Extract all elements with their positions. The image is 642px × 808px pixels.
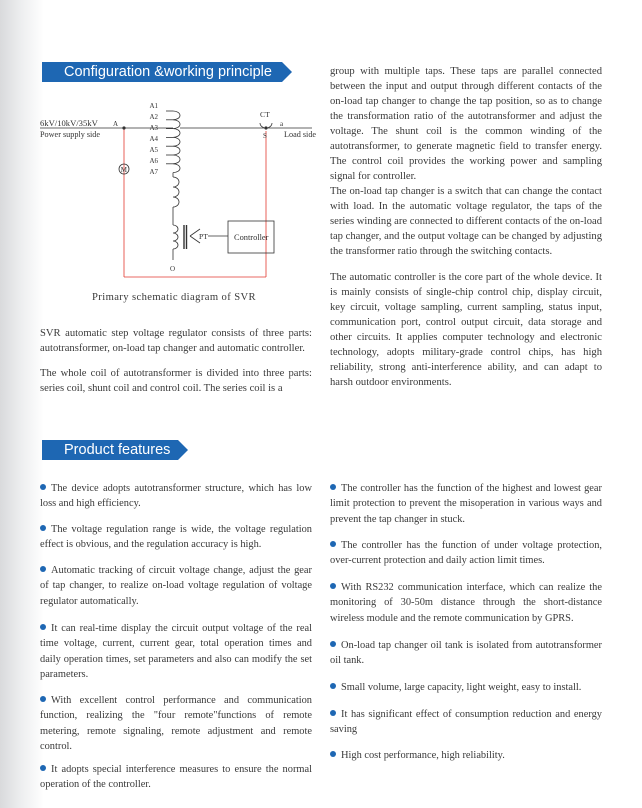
section-title: Product features — [64, 442, 171, 458]
voltage-label: 6kV/10kV/35kV — [40, 118, 98, 128]
feature-item: The controller has the function of the highest and lowest gear limit protection to prevent the misoperation in various ways and prevent the tap changer in stuck. — [330, 483, 602, 525]
bullet-icon — [40, 765, 46, 771]
bullet-icon — [330, 641, 336, 647]
svr-schematic-diagram — [30, 95, 320, 285]
feature-item: With RS232 communication interface, which can realize the monitoring of 30-50m distance through the short-distance wireless module and the remote communication by GPRS. — [330, 582, 602, 624]
s-label: S — [263, 132, 267, 140]
bullet-icon — [330, 484, 336, 490]
feature-item: It adopts special interference measures to ensure the normal operation of the controller. — [40, 764, 312, 791]
header-arrow — [282, 62, 292, 82]
feature-item: On-load tap changer oil tank is isolated from autotransformer oil tank. — [330, 640, 602, 667]
diagram-caption: Primary schematic diagram of SVR — [92, 292, 257, 303]
load-side-label: Load side — [284, 130, 317, 139]
feature-item: Automatic tracking of circuit voltage change, adjust the gear of tap changer, to realize on-load voltage regulation of voltage regulator automatically. — [40, 565, 312, 607]
tap-label: A3 — [149, 124, 158, 132]
tap-label: A2 — [149, 113, 158, 121]
power-side-label: Power supply side — [40, 130, 101, 139]
left-paragraph: SVR automatic step voltage regulator consists of three parts: autotransformer, on-load tap changer and automatic controller. — [40, 328, 312, 354]
node-o-label: O — [170, 265, 176, 273]
bullet-icon — [330, 683, 336, 689]
tap-label: A5 — [149, 146, 158, 154]
feature-item: Small volume, large capacity, light weight, easy to install. — [330, 680, 602, 695]
right-paragraph: The on-load tap changer is a switch that can change the contact with load. In the automatic voltage regulator, the taps of the series winding are connected to different contacts of the on-load tap changer, and the output voltage can be changed by adjusting the transformer ratio through the switching contacts. — [330, 186, 602, 257]
section-header-configuration — [42, 62, 282, 82]
bullet-icon — [330, 583, 336, 589]
bullet-icon — [40, 484, 46, 490]
feature-item: The voltage regulation range is wide, the voltage regulation effect is obvious, and the regulation accuracy is high. — [40, 524, 312, 551]
feature-item: The device adopts autotransformer structure, which has low loss and high efficiency. — [40, 483, 312, 510]
feature-item: It can real-time display the circuit output voltage of the real time voltage, current, current gear, total operation times and daily operation times, set parameters and also can modify the set parameters. — [40, 623, 312, 681]
tap-label: A7 — [149, 168, 158, 176]
feature-item: The controller has the function of under voltage protection, over-current protection and daily action limit times. — [330, 540, 602, 567]
section-header-features — [42, 440, 178, 460]
pt-label: PT — [199, 232, 208, 241]
bullet-icon — [40, 696, 46, 702]
bullet-icon — [40, 624, 46, 630]
left-paragraph: The whole coil of autotransformer is divided into three parts: series coil, shunt coil and control coil. The series coil is a — [40, 368, 312, 394]
bullet-icon — [330, 541, 336, 547]
bullet-icon — [330, 751, 336, 757]
tap-label: A6 — [149, 157, 158, 165]
right-paragraph: The automatic controller is the core part of the whole device. It is mainly consists of single-chip control chip, display circuit, key circuit, voltage sampling, current sampling, status input, communication port, control output circuit, data storage and other circuits. It applies computer technology and electronic technology, adopts military-grade control chips, has high reliability, strong anti-interference ability, and can adapt to harsh outdoor environments. — [330, 272, 602, 388]
right-paragraph: group with multiple taps. These taps are parallel connected between the input and output through different contacts of the on-load tap changer to change the tap position, so as to change the transformation ratio of the autotransformer and adjust the voltage. The shunt coil is the common winding of the autotransformer, to generate magnetic field to transfer energy. The control coil provides the working power and sampling signal for controller. — [330, 66, 602, 182]
node-a-label: A — [113, 120, 119, 128]
bullet-icon — [40, 525, 46, 531]
feature-item: With excellent control performance and communication function, realizing the "four remote"functions of remote metering, remote signaling, remote adjustment and remote control. — [40, 695, 312, 753]
feature-item: It has significant effect of consumption reduction and energy saving — [330, 709, 602, 736]
controller-label: Controller — [234, 233, 269, 242]
node-m-label: M — [120, 165, 128, 174]
header-arrow — [178, 440, 188, 460]
feature-item: High cost performance, high reliability. — [330, 748, 602, 763]
section-title: Configuration &working principle — [64, 64, 272, 80]
tap-label: A1 — [149, 102, 158, 110]
bullet-icon — [40, 566, 46, 572]
tap-label: A4 — [149, 135, 158, 143]
ct-label: CT — [260, 110, 270, 119]
node-a2-label: a — [280, 120, 284, 128]
bullet-icon — [330, 710, 336, 716]
